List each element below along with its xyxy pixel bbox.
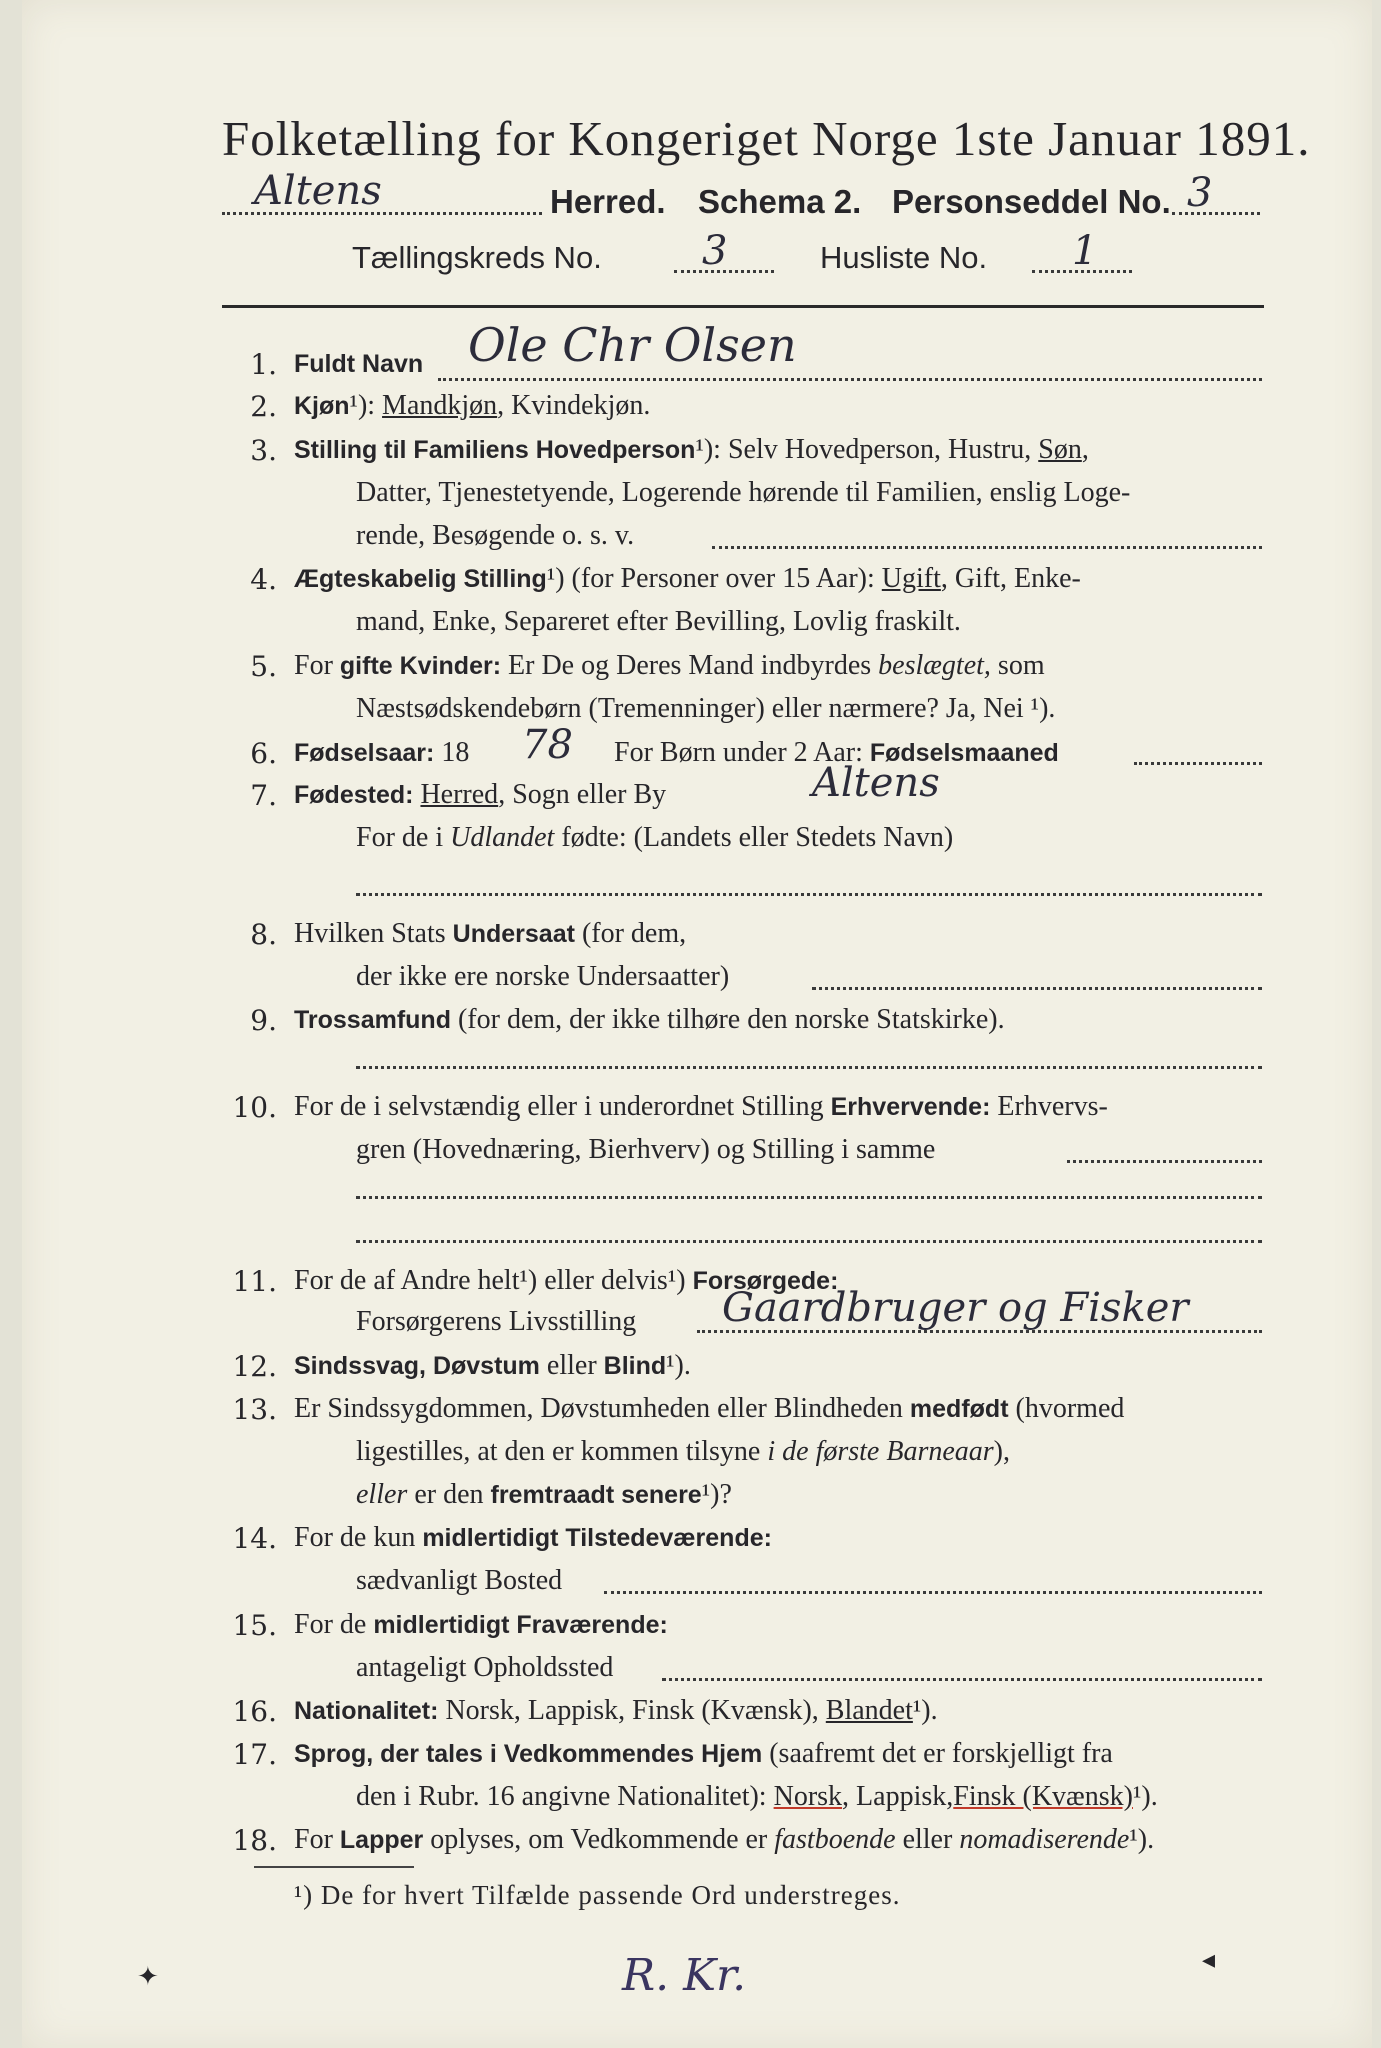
husliste-label: Husliste No. xyxy=(820,240,988,275)
language-finsk-option: Finsk (Kvænsk) xyxy=(953,1781,1133,1812)
religion-line xyxy=(294,1004,1005,1036)
abroad-a: For de i xyxy=(356,822,444,853)
present-a: For de kun xyxy=(294,1522,416,1553)
position-dots xyxy=(712,546,1262,549)
occupation-dots3 xyxy=(356,1240,1262,1243)
item-number: 17. xyxy=(232,1738,277,1771)
occupation-a: For de i selvstændig eller i underordnet Stilling xyxy=(294,1091,824,1122)
citizenship-a: Hvilken Stats xyxy=(294,918,446,949)
absent-line2: antageligt Opholdssted xyxy=(356,1652,614,1683)
lapp-nomadiserende: nomadiserende xyxy=(959,1824,1130,1855)
position-options: ¹): Selv Hovedperson, Hustru, xyxy=(695,434,1032,465)
husliste-dots xyxy=(1032,270,1132,273)
congenital-b: (hvormed xyxy=(1015,1393,1125,1424)
abroad-dots xyxy=(356,893,1262,896)
married-line2: Næstsødskendebørn (Tremenninger) eller nærmere? Ja, Nei ¹). xyxy=(356,693,1056,724)
footnote: ¹) De for hvert Tilfælde passende Ord understreges. xyxy=(294,1880,901,1910)
birthmonth-dots xyxy=(1134,762,1262,765)
congenital-line2a: ligestilles, at den er kommen tilsyne xyxy=(356,1436,761,1467)
religion-dots xyxy=(356,1066,1262,1069)
language-line2c: ¹). xyxy=(1132,1781,1158,1812)
marital-ugift-option: Ugift xyxy=(881,563,941,594)
citizenship-dots xyxy=(812,987,1262,990)
supporter-value: Gaardbruger og Fisker xyxy=(722,1285,1189,1331)
abroad-it: Udlandet xyxy=(450,822,555,853)
lapp-fastboende: fastboende xyxy=(774,1824,896,1855)
present-dots xyxy=(604,1591,1262,1594)
kreds-dots xyxy=(674,270,774,273)
lapp-label: Lapper xyxy=(339,1826,424,1854)
birthyear-line xyxy=(294,737,469,769)
footnote-rule xyxy=(254,1866,414,1868)
married-line1 xyxy=(294,650,1045,682)
occupation-label: Erhvervende: xyxy=(830,1093,991,1121)
disability-blind: Blind xyxy=(603,1352,667,1380)
birthplace-line1 xyxy=(294,779,666,811)
item-number: 18. xyxy=(232,1824,277,1857)
absent-a: For de xyxy=(294,1609,367,1640)
language-label: Sprog, der tales i Vedkommendes Hjem xyxy=(294,1740,763,1768)
birthmonth-label: Fødselsmaaned xyxy=(869,739,1059,767)
lapp-note: ¹). xyxy=(1129,1824,1155,1855)
position-label: Stilling til Familiens Hovedperson xyxy=(294,436,696,464)
married-som: som xyxy=(990,650,1045,681)
corner-mark: ◂ xyxy=(1202,1945,1216,1975)
kreds-label: Tællingskreds No. xyxy=(352,240,602,275)
birthmonth-qualifier: For Børn under 2 Aar: xyxy=(614,737,863,768)
herred-label: Herred. xyxy=(550,183,666,220)
supported-label: Forsørgede: xyxy=(692,1267,839,1295)
language-line2b: , Lappisk, xyxy=(842,1781,954,1812)
congenital-line3b: ¹)? xyxy=(701,1479,732,1510)
signature: R. Kr. xyxy=(622,1950,747,2001)
kreds-value: 3 xyxy=(702,228,728,274)
language-line2 xyxy=(356,1781,1158,1813)
item-number: 12. xyxy=(232,1350,277,1383)
marital-qualifier: ¹) (for Personer over 15 Aar): xyxy=(546,563,875,594)
congenital-line3it: eller xyxy=(356,1479,408,1510)
married-related: beslægtet, xyxy=(878,650,991,681)
congenital-line2b: ), xyxy=(993,1436,1010,1467)
header-rule xyxy=(222,305,1264,308)
marital-label: Ægteskabelig Stilling xyxy=(294,565,547,593)
congenital-a: Er Sindssygdommen, Døvstumheden eller Blindheden xyxy=(294,1393,903,1424)
item-number: 10. xyxy=(232,1091,277,1124)
name-value: Ole Chr Olsen xyxy=(468,318,797,372)
nationality-label: Nationalitet: xyxy=(294,1697,439,1725)
item-number: 8. xyxy=(250,918,277,951)
language-norsk-option: Norsk xyxy=(773,1781,843,1812)
congenital-label: medfødt xyxy=(909,1395,1009,1423)
language-line1 xyxy=(294,1738,1113,1770)
position-line2: Datter, Tjenestetyende, Logerende hørende til Familien, enslig Loge- xyxy=(356,477,1131,508)
item-number: 15. xyxy=(232,1609,277,1642)
position-line1 xyxy=(294,434,1089,466)
sex-sup: ¹): xyxy=(349,390,376,421)
lapp-a: For xyxy=(294,1824,333,1855)
birthyear-label: Fødselsaar: xyxy=(294,739,435,767)
item-number: 1. xyxy=(250,348,277,381)
marital-options: , Gift, Enke- xyxy=(940,563,1081,594)
congenital-line3bold: fremtraadt senere xyxy=(490,1481,702,1509)
item-number: 7. xyxy=(250,779,277,812)
item-number: 13. xyxy=(232,1393,277,1426)
item-number: 9. xyxy=(250,1004,277,1037)
nationality-line xyxy=(294,1695,938,1727)
personseddel-dots xyxy=(1172,212,1260,215)
item-number: 2. xyxy=(250,390,277,423)
birthplace-line2 xyxy=(356,822,953,854)
disability-or: eller xyxy=(546,1350,597,1381)
herred-value: Altens xyxy=(254,168,382,214)
citizenship-line2: der ikke ere norske Undersaatter) xyxy=(356,961,730,992)
item-number: 11. xyxy=(232,1265,277,1298)
item-number: 5. xyxy=(250,650,277,683)
lapp-b: oplyses, om Vedkommende er xyxy=(430,1824,768,1855)
nationality-options: Norsk, Lappisk, Finsk (Kvænsk), xyxy=(445,1695,819,1726)
religion-qualifier: (for dem, der ikke tilhøre den norske Statskirke). xyxy=(457,1004,1005,1035)
nationality-note: ¹). xyxy=(912,1695,938,1726)
sex-male-option: Mandkjøn xyxy=(382,390,498,421)
occupation-dots2 xyxy=(356,1196,1262,1199)
abroad-b: fødte: (Landets eller Stedets Navn) xyxy=(561,822,954,853)
position-line3: rende, Besøgende o. s. v. xyxy=(356,520,635,551)
occupation-dots1 xyxy=(1067,1160,1262,1163)
occupation-b: Erhvervs- xyxy=(997,1091,1108,1122)
name-dots xyxy=(438,378,1262,381)
item-number: 16. xyxy=(232,1695,277,1728)
married-label: gifte Kvinder: xyxy=(339,652,502,680)
birthyear-prefix: 18 xyxy=(441,737,470,768)
citizenship-line1 xyxy=(294,918,686,950)
name-label: Fuldt Navn xyxy=(294,350,424,378)
husliste-value: 1 xyxy=(1072,228,1098,274)
item-number: 14. xyxy=(232,1522,277,1555)
married-for: For xyxy=(294,650,333,681)
personseddel-label: Personseddel No. xyxy=(892,183,1171,220)
absent-line1 xyxy=(294,1609,668,1641)
language-line2a: den i Rubr. 16 angivne Nationalitet): xyxy=(356,1781,767,1812)
lapp-eller: eller xyxy=(902,1824,953,1855)
sex-label: Kjøn xyxy=(294,392,350,420)
supporter-label: Forsørgerens Livsstilling xyxy=(356,1306,637,1337)
position-comma: , xyxy=(1081,434,1089,465)
census-form xyxy=(22,0,1372,2048)
birthplace-label: Fødested: xyxy=(294,781,414,809)
present-line2: sædvanligt Bosted xyxy=(356,1565,563,1596)
language-qualifier: (saafremt det er forskjelligt fra xyxy=(769,1738,1113,1769)
occupation-line1 xyxy=(294,1091,1108,1123)
present-line1 xyxy=(294,1522,772,1554)
item-number: 4. xyxy=(250,563,277,596)
congenital-line2 xyxy=(356,1436,1010,1468)
absent-dots xyxy=(662,1678,1262,1681)
congenital-line1 xyxy=(294,1393,1124,1425)
birthplace-options: , Sogn eller By xyxy=(498,779,667,810)
schema-label: Schema 2. xyxy=(698,183,862,220)
citizenship-b: (for dem, xyxy=(581,918,687,949)
nationality-blandet-option: Blandet xyxy=(825,1695,913,1726)
marital-line2: mand, Enke, Separeret efter Bevilling, Lovlig fraskilt. xyxy=(356,606,961,637)
occupation-line2: gren (Hovednæring, Bierhverv) og Stilling i samme xyxy=(356,1134,936,1165)
supporter-dots xyxy=(697,1330,1262,1333)
corner-mark: ✦ xyxy=(137,1962,159,1992)
birthyear-value: 78 xyxy=(522,722,573,768)
lapp-line xyxy=(294,1824,1154,1856)
position-son-option: Søn xyxy=(1038,434,1082,465)
present-label: midlertidigt Tilstedeværende: xyxy=(422,1524,772,1552)
disability-line xyxy=(294,1350,691,1382)
form-title: Folketælling for Kongeriget Norge 1ste Januar 1891. xyxy=(222,111,1311,166)
item-number: 6. xyxy=(250,737,277,770)
birthplace-herred-option: Herred xyxy=(420,779,499,810)
citizenship-label: Undersaat xyxy=(452,920,575,948)
married-question: Er De og Deres Mand indbyrdes xyxy=(508,650,872,681)
absent-label: midlertidigt Fraværende: xyxy=(373,1611,668,1639)
personseddel-value: 3 xyxy=(1187,170,1213,216)
item-number: 3. xyxy=(250,434,277,467)
congenital-line2it: i de første Barneaar xyxy=(767,1436,994,1467)
supported-a: For de af Andre helt¹) eller delvis¹) xyxy=(294,1265,686,1296)
congenital-line3 xyxy=(356,1479,732,1511)
sex-line xyxy=(294,390,650,422)
congenital-line3a: er den xyxy=(414,1479,484,1510)
disability-note: ¹). xyxy=(666,1350,691,1381)
birthplace-value: Altens xyxy=(812,760,940,806)
religion-label: Trossamfund xyxy=(294,1006,451,1034)
disability-label: Sindssvag, Døvstum xyxy=(294,1352,540,1380)
sex-rest: , Kvindekjøn. xyxy=(497,390,651,421)
marital-line1 xyxy=(294,563,1081,595)
